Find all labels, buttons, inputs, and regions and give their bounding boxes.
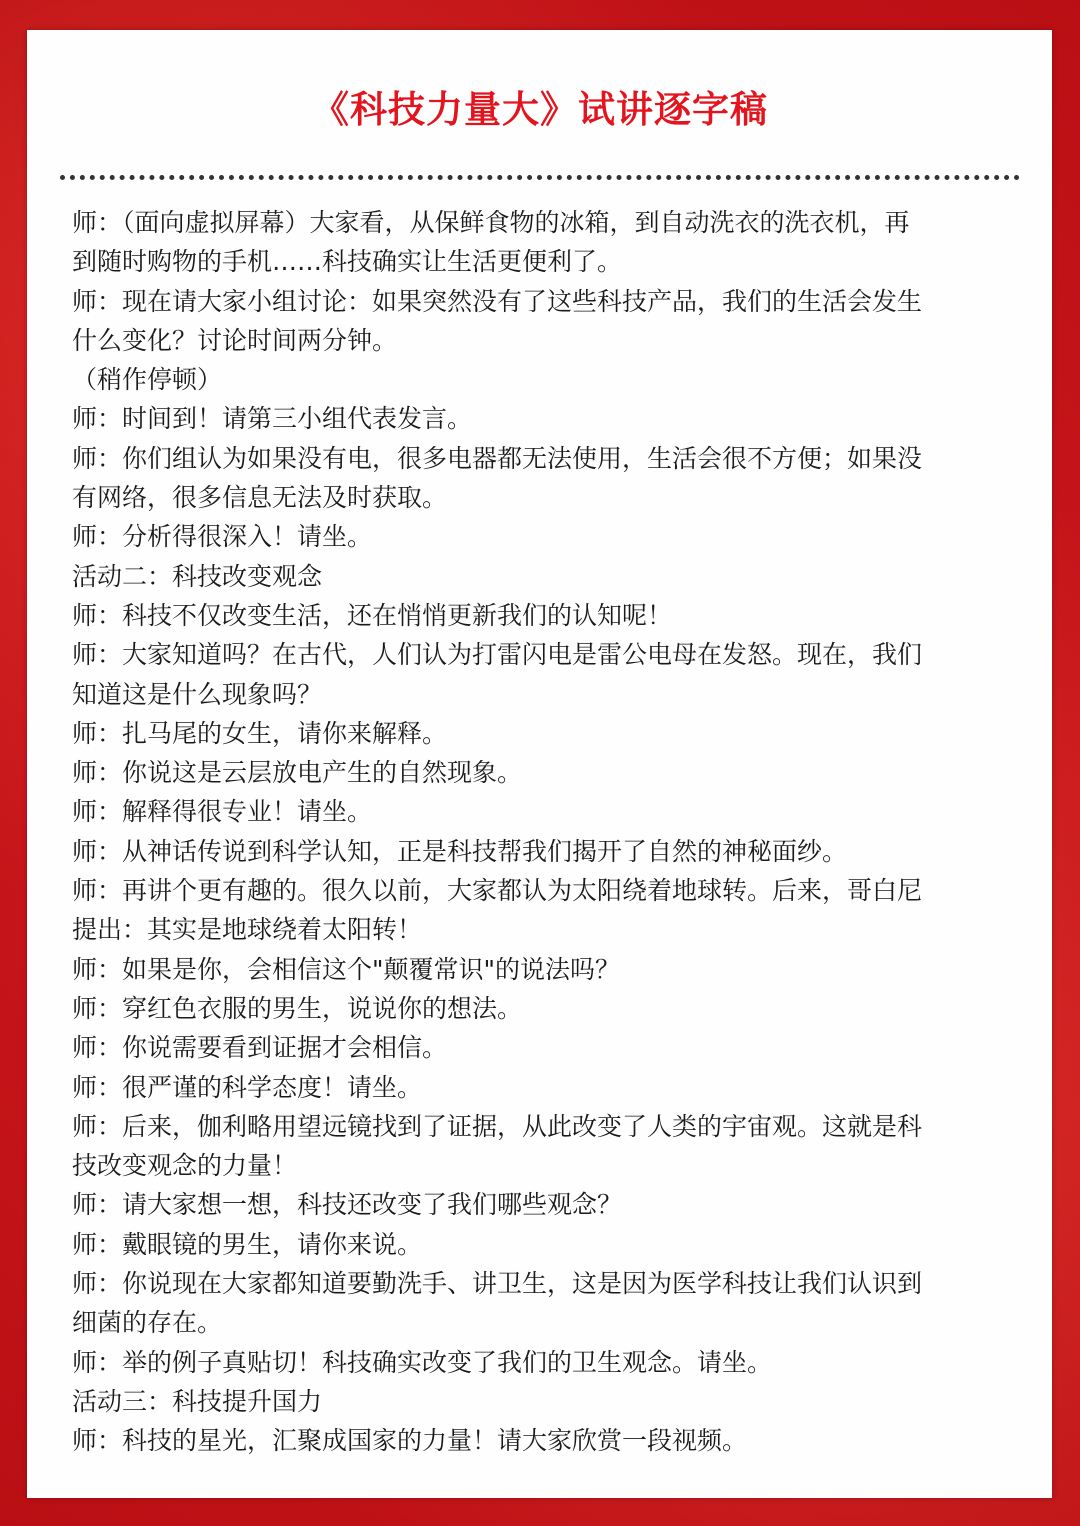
text-line: 师：如果是你，会相信这个"颠覆常识"的说法吗？ xyxy=(72,954,620,984)
text-line: 师：时间到！请第三小组代表发言。 xyxy=(72,404,473,434)
text-line: 师：大家知道吗？在古代，人们认为打雷闪电是雷公电母在发怒。现在，我们 xyxy=(72,640,923,670)
section-heading: 活动二：科技改变观念 xyxy=(72,561,323,591)
text-line: （稍作停顿） xyxy=(72,365,223,395)
document-title: 《科技力量大》试讲逐字稿 xyxy=(312,88,768,131)
text-line: 师：穿红色衣服的男生，说说你的想法。 xyxy=(72,993,523,1023)
text-line: 师：很严谨的科学态度！请坐。 xyxy=(72,1072,423,1102)
text-line: 细菌的存在。 xyxy=(72,1308,223,1338)
text-line: 到随时购物的手机……科技确实让生活更便利了。 xyxy=(72,247,623,277)
transcript-body xyxy=(72,203,1012,1461)
text-line: 师：科技的星光，汇聚成国家的力量！请大家欣赏一段视频。 xyxy=(72,1426,748,1456)
section-heading: 活动三：科技提升国力 xyxy=(72,1386,323,1416)
text-line: 提出：其实是地球绕着太阳转！ xyxy=(72,915,423,945)
text-line: 师：举的例子真贴切！科技确实改变了我们的卫生观念。请坐。 xyxy=(72,1347,773,1377)
text-line: 师：你说这是云层放电产生的自然现象。 xyxy=(72,758,523,788)
text-line: 师：扎马尾的女生，请你来解释。 xyxy=(72,718,448,748)
text-line: 师：分析得很深入！请坐。 xyxy=(72,522,373,552)
text-line: 什么变化？讨论时间两分钟。 xyxy=(72,325,398,355)
text-line: 师：科技不仅改变生活，还在悄悄更新我们的认知呢！ xyxy=(72,600,673,630)
text-line: 师：现在请大家小组讨论：如果突然没有了这些科技产品，我们的生活会发生 xyxy=(72,286,923,316)
text-line: 师：后来，伽利略用望远镜找到了证据，从此改变了人类的宇宙观。这就是科 xyxy=(72,1111,923,1141)
text-line: 有网络，很多信息无法及时获取。 xyxy=(72,483,448,513)
text-line: 师：从神话传说到科学认知，正是科技帮我们揭开了自然的神秘面纱。 xyxy=(72,836,848,866)
text-line: 师：你们组认为如果没有电，很多电器都无法使用，生活会很不方便；如果没 xyxy=(72,443,923,473)
text-line: 师：请大家想一想，科技还改变了我们哪些观念？ xyxy=(72,1190,623,1220)
text-line: 师：你说现在大家都知道要勤洗手、讲卫生，这是因为医学科技让我们认识到 xyxy=(72,1269,923,1299)
text-line: 师：再讲个更有趣的。很久以前，大家都认为太阳绕着地球转。后来，哥白尼 xyxy=(72,876,923,906)
text-line: 师：（面向虚拟屏幕）大家看，从保鲜食物的冰箱，到自动洗衣的洗衣机，再 xyxy=(72,208,910,237)
text-line: 技改变观念的力量！ xyxy=(72,1151,298,1181)
text-line: 师：解释得很专业！请坐。 xyxy=(72,797,373,827)
dotted-divider xyxy=(60,175,1020,180)
text-line: 师：戴眼镜的男生，请你来说。 xyxy=(72,1229,423,1259)
text-line: 知道这是什么现象吗？ xyxy=(72,679,323,709)
text-line: 师：你说需要看到证据才会相信。 xyxy=(72,1033,448,1063)
